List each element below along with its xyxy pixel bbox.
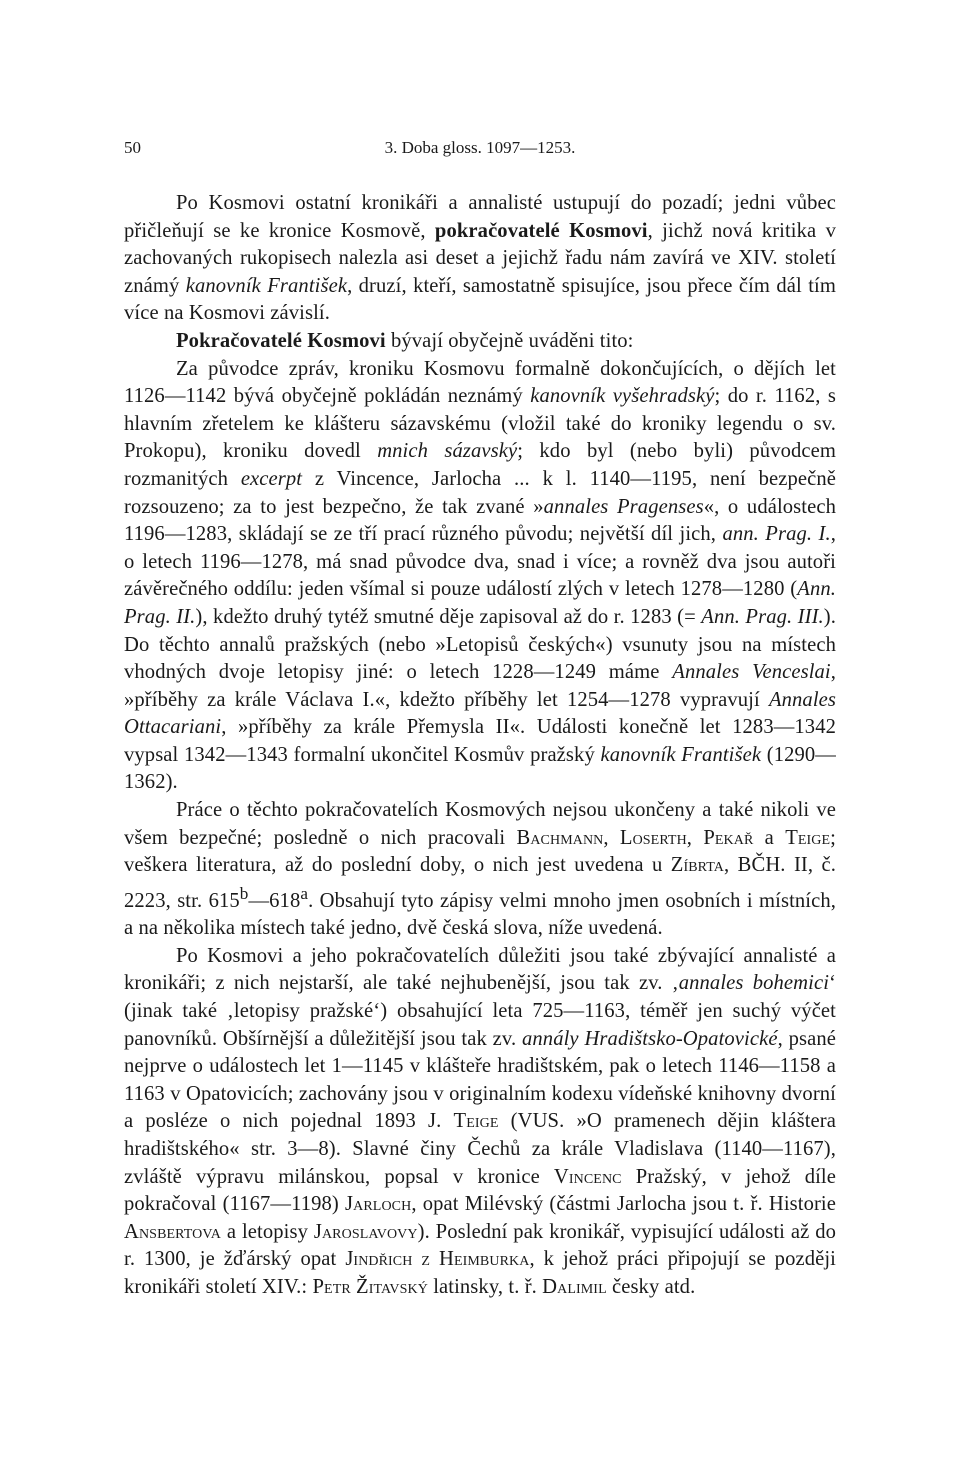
author-name: Jarloch [345, 1193, 412, 1216]
author-name: Vincenc [553, 1165, 622, 1188]
author-name: Pekař [703, 826, 754, 849]
running-title: 3. Doba gloss. 1097—1253. [384, 138, 576, 157]
paragraph-4: Práce o těchto pokračovatelích Kosmových nejsou ukončeny a také nikoli ve všem bezpečné; posledně o nich pracovali Bachmann, Loserth, Pekař a Teige; veškera literatura, až do poslední doby, o nich jest uvedena u Zíbrta, BČH. II, č. 2223, str. 615$^b$—618$^a$. Obsahují tyto zápisy velmi mnoho jmen osobních i místních, a na několika místech také jedno, dvě česká slova, níže uvedená. [124, 799, 837, 940]
author-name: Ansbertova [124, 1220, 221, 1243]
body-text [124, 190, 836, 1302]
author-name: Teige [453, 1110, 499, 1133]
author-name: Jindřich z Heimburka [345, 1248, 530, 1271]
bold-term: pokračovatelé Kosmovi [434, 219, 648, 242]
italic-term: mnich sázavský [377, 440, 518, 463]
author-name: Teige [785, 826, 831, 849]
paragraph-3: Za původce zpráv, kroniku Kosmovu formalně dokončujících, o dějích let 1126—1142 bývá obyčejně pokládán neznámý kanovník vyšehradský; do r. 1162, s hlavním zřetelem ke klášteru sázavskému (vložil také do kroniky legendu o sv. Prokopu), kroniku dovedl mnich sázavský; kdo byl (nebo byli) původcem rozmanitých excerpt z Vincence, Jarlocha ... k l. 1140—1195, není bezpečně rozsouzeno; za to jest bezpečno, že tak zvané »annales Pragenses«, o událostech 1196—1283, skládají se ze tří prací různého původu; největší díl jich, ann. Prag. I., o letech 1196—1278, má snad původce dva, snad i více; a rovněž dva jsou autoři závěrečného oddílu: jeden všímal si pouze událostí zlých v letech 1278—1280 (Ann. Prag. II.), kdežto druhý tytéž smutné děje zapisoval až do r. 1283 (= Ann. Prag. III.). Do těchto annalů pražských (nebo »Letopisů českých«) vsunuty jsou na místech vhodných dvoje letopisy jiné: o letech 1228—1249 máme Annales Venceslai, »příběhy za krále Václava I.«, kdežto příběhy let 1254—1278 vypravují Annales Ottacariani, »příběhy za krále Přemysla II«. Události konečně let 1283—1342 vypsal 1342—1343 formalní ukončitel Kosmův pražský kanovník František (1290—1362). [124, 357, 837, 794]
author-name: Loserth [619, 826, 687, 849]
author-name: Zíbrta [670, 854, 725, 877]
italic-term: Ann. Prag. II. [124, 578, 836, 628]
page-number: 50 [124, 138, 141, 157]
italic-term: annales Pragenses [543, 495, 704, 518]
author-name: Jaroslavovy [313, 1220, 418, 1243]
paragraph-1: Po Kosmovi ostatní kronikáři a annalisté ustupují do pozadí; jedni vůbec přičleňují se ke kronice Kosmově, pokračovatelé Kosmovi, jichž nová kritika v zachovaných rukopisech nalezla asi deset a jejichž řadu nám zavírá ve XIV. století známý kanovník František, druzí, kteří, samostatně spisujíce, jsou přece čím dál tím více na Kosmovi závislí. [124, 192, 836, 325]
superscript: b [239, 883, 249, 903]
superscript: a [300, 883, 309, 903]
italic-term: kanovník vyšehradský [530, 385, 715, 408]
italic-term: Ann. Prag. III. [701, 605, 824, 628]
author-name: Dalimil [542, 1276, 607, 1299]
author-name: Bachmann [516, 826, 604, 849]
italic-term: kanovník František [185, 274, 348, 297]
italic-term: kanovník František [600, 743, 762, 766]
bold-term: Pokračovatelé Kosmovi [176, 329, 386, 352]
italic-term: ann. Prag. I. [722, 523, 831, 546]
italic-term: Annales Ottacariani [124, 688, 836, 739]
italic-term: annales bohemici [678, 972, 830, 995]
italic-term: annály Hradištsko-Opatovické [522, 1027, 778, 1050]
paragraph-2: Pokračovatelé Kosmovi bývají obyčejně uváděni tito: [176, 329, 634, 352]
author-name: Petr Žitavský [312, 1276, 428, 1299]
italic-term: excerpt [240, 467, 303, 490]
italic-term: Annales Venceslai [672, 661, 831, 684]
paragraph-5: Po Kosmovi a jeho pokračovatelích důležiti jsou také zbývající annalisté a kronikáři; z nich nejstarší, ale také nejhubenější, jsou tak zv. ‚annales bohemici‘ (jinak také ‚letopisy pražské‘) obsahující leta 725—1163, téměř jen suchý výčet panovníků. Obšírnější a důležitější jsou tak zv. annály Hradištsko-Opatovické, psané nejprve o událostech let 1—1145 v klášteře hradištském, pak o letech 1146—1158 a 1163 v Opatovicích; zachovány jsou v originalním kodexu vídeňské knihovny dvorní a posléze o nich pojednal 1893 J. Teige (VUS. »O pramenech dějin kláštera hradištského« str. 3—8). Slavné činy Čechů za krále Vladislava (1140—1167), zvláště výpravu milánskou, popsal v kronice Vincenc Pražský, v jehož díle pokračoval (1167—1198) Jarloch, opat Milévský (částmi Jarlocha jsou t. ř. Historie Ansbertova a letopisy Jaroslavovy). Poslední pak kronikář, vypisující události až do r. 1300, je žďárský opat Jindřich z Heimburka, k jehož práci připojují se později kronikáři století XIV.: Petr Žitavský latinsky, t. ř. Dalimil česky atd. [124, 944, 837, 1299]
